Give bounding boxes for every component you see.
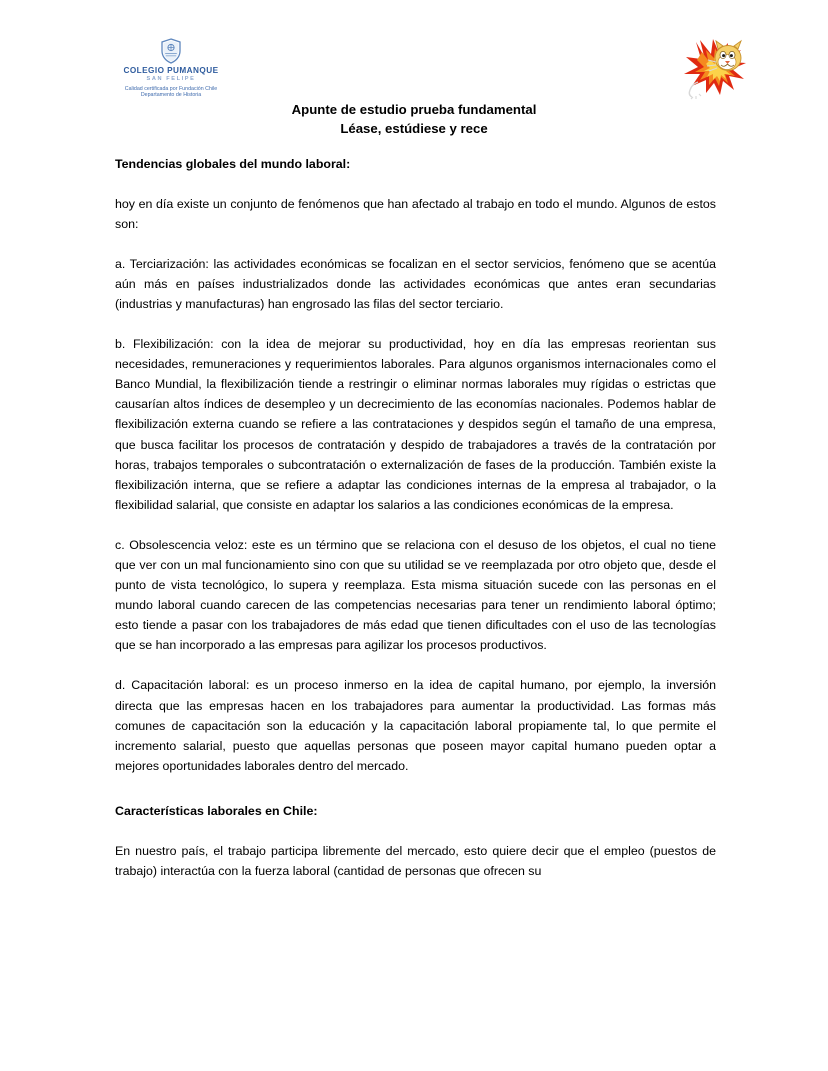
school-subtitle: SAN FELIPE bbox=[146, 75, 196, 82]
paragraph-closing: En nuestro país, el trabajo participa libremente del mercado, esto quiere decir que el empleo (puestos de trabajo) interactúa con la fuerza laboral (cantidad de personas que ofrecen su bbox=[115, 843, 716, 878]
section-heading-chile-labor: Características laborales en Chile: bbox=[115, 803, 318, 818]
school-crest-shield-icon bbox=[160, 38, 182, 64]
document-body bbox=[115, 155, 716, 881]
school-name: COLEGIO PUMANQUE bbox=[123, 66, 219, 75]
explosion-star-mascot-icon bbox=[678, 36, 750, 102]
school-department-text: Departamento de Historia bbox=[140, 92, 202, 99]
section-heading-global-trends: Tendencias globales del mundo laboral: bbox=[115, 157, 351, 171]
paragraph-item-c-obsolescencia: c. Obsolescencia veloz: este es un término que se relaciona con el desuso de los objetos, el cual no tiene que ver con un mal funcionamiento sino con que su utilidad se ve reemplazada por otro objeto que, desde el punto de vista tecnológico, lo supera y reemplaza. Esta misma situación sucede con las personas en el mundo laboral cuando carecen de las competencias necesarias para tener un rendimiento laboral óptimo; esto tiende a pasar con los trabajadores de más edad que tienen dificultades con el uso de las tecnologías que se han incorporado a las empresas para agilizar los procesos productivos. bbox=[115, 537, 716, 653]
paragraph-intro: hoy en día existe un conjunto de fenómenos que han afectado al trabajo en todo el mundo. Algunos de estos son: bbox=[115, 196, 716, 231]
mascot-logo bbox=[678, 36, 750, 102]
page-title bbox=[0, 100, 828, 139]
school-certification-text: Calidad certificada por Fundación Chile bbox=[124, 85, 218, 92]
paragraph-item-b-flexibilizacion: b. Flexibilización: con la idea de mejorar su productividad, hoy en día las empresas reorientan sus necesidades, remuneraciones y requerimientos laborales. Para algunos organismos internacionales como el Banco Mundial, la flexibilización tiende a restringir o eliminar normas laborales muy rígidas o estrictas que causarían altos índices de desempleo y un decrecimiento de las economías nacionales. Podemos hablar de flexibilización externa cuando se refiere a las contrataciones y despidos según el tamaño de una empresa, que busca facilitar los procesos de contratación y despido de trabajadores a través de la contratación por horas, trabajos temporales o subcontratación o externalización de fases de la producción. También existe la flexibilización interna, que se refiere a adaptar las condiciones internas de la empresa al trabajador, o la flexibilidad salarial, que consiste en adaptar los salarios a las condiciones económicas de la empresa. bbox=[115, 337, 716, 512]
page-title-line-2: Léase, estúdiese y rece bbox=[340, 121, 488, 137]
school-logo bbox=[112, 38, 230, 99]
page-title-line-1: Apunte de estudio prueba fundamental bbox=[291, 102, 537, 117]
paragraph-item-d-capacitacion: d. Capacitación laboral: es un proceso inmerso en la idea de capital humano, por ejemplo, la inversión directa que las empresas hacen en los trabajadores para aumentar la productividad. Las formas más comunes de capacitación son la educación y la capacitación laboral propiamente tal, lo que permite el incremento salarial, puesto que aquellas personas que poseen mayor capital humano pueden optar a mejores oportunidades laborales dentro del mercado. bbox=[115, 678, 716, 773]
paragraph-item-a-terciarizacion: a. Terciarización: las actividades económicas se focalizan en el sector servicios, fenómeno que se acentúa aún más en países industrializados donde las actividades económicas que antes eran secundarias (industrias y manufacturas) han engrosado las filas del sector terciario. bbox=[115, 256, 716, 311]
document-header bbox=[0, 0, 828, 100]
